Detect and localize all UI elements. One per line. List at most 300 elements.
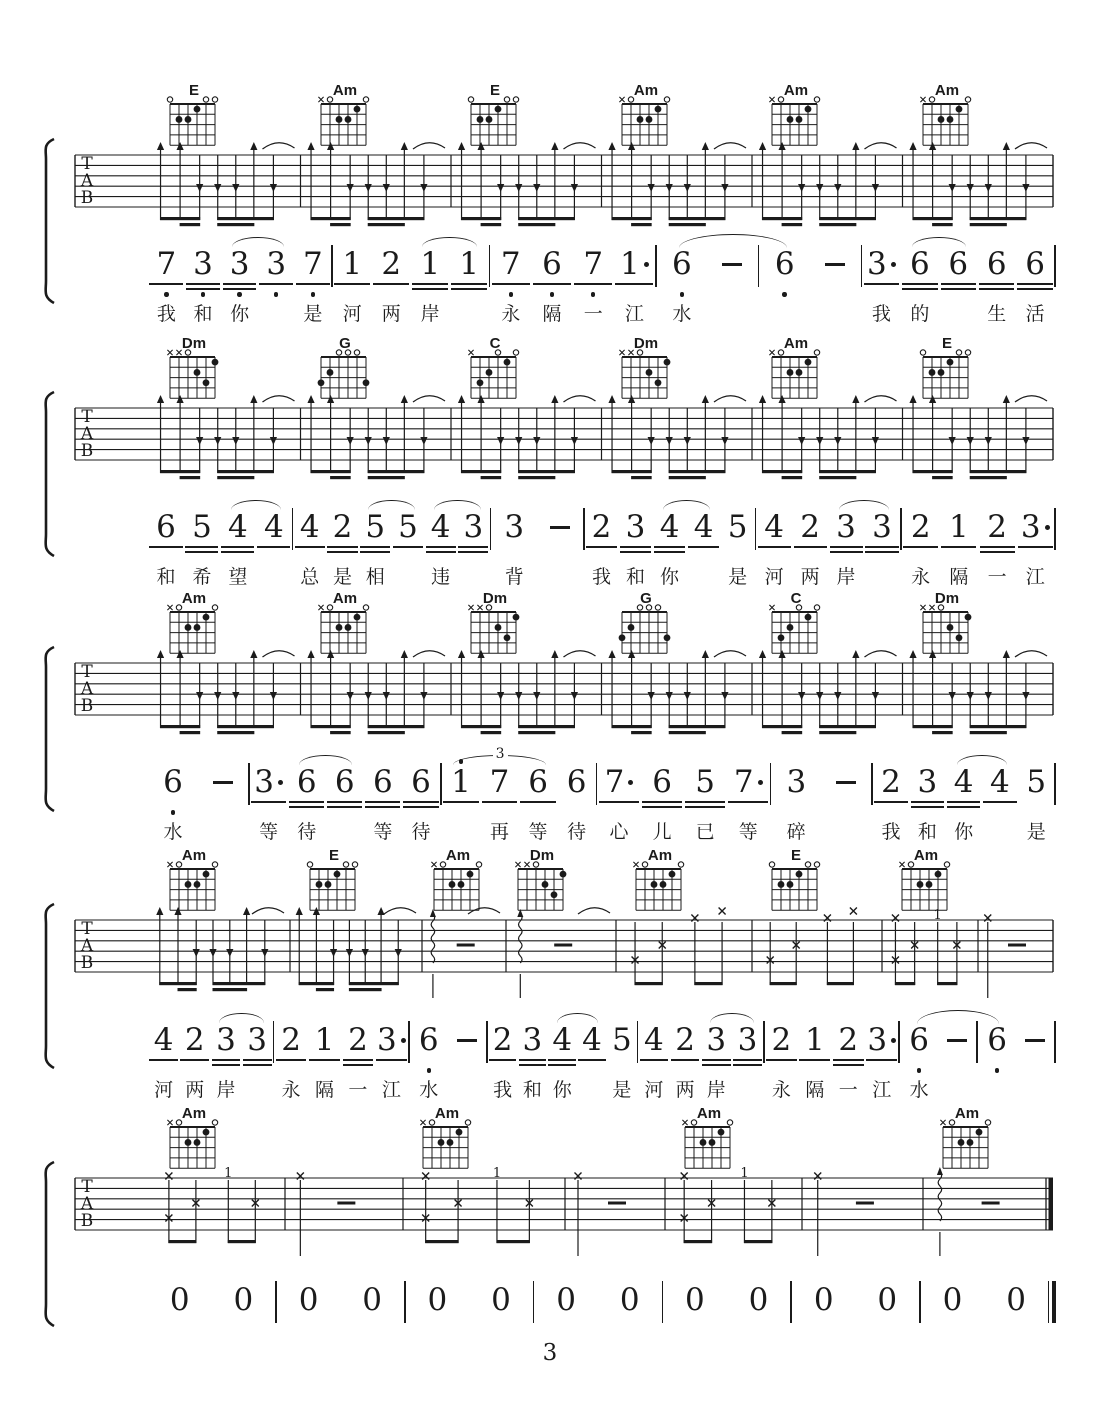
svg-text:A: A xyxy=(80,936,94,956)
note: 0 xyxy=(427,1282,448,1318)
note: 3 和 xyxy=(619,503,653,588)
lyric: 我 xyxy=(592,567,612,588)
measure xyxy=(148,240,331,325)
note: 3 你 xyxy=(221,240,258,325)
note xyxy=(810,240,861,325)
svg-text:Am: Am xyxy=(647,847,673,864)
svg-text:T: T xyxy=(81,662,93,682)
page-number: 3 xyxy=(542,1340,558,1366)
chord-diagram-C xyxy=(465,336,539,406)
chord-diagram-E xyxy=(766,848,840,918)
note: 3 岸 xyxy=(828,503,864,588)
note: 6 待 xyxy=(402,758,440,843)
note: 6 活 xyxy=(1016,240,1054,325)
note: 5 希 xyxy=(184,503,220,588)
chord-diagram-Am xyxy=(315,83,389,153)
notation-row xyxy=(148,1016,1056,1101)
note: 3 和 xyxy=(185,240,222,325)
note: 4 xyxy=(256,503,292,588)
svg-text:Am: Am xyxy=(954,1105,980,1122)
note: 7 永 xyxy=(490,240,531,325)
note: 2 一 xyxy=(341,1016,374,1101)
note: 2 永 xyxy=(765,1016,798,1101)
svg-text:Am: Am xyxy=(181,847,207,864)
measure xyxy=(488,1016,637,1101)
chord-diagram-E xyxy=(917,336,991,406)
note: 5 相 xyxy=(359,503,392,588)
lyric: 我 xyxy=(493,1080,513,1101)
measure xyxy=(274,1016,408,1101)
chord-diagram-G xyxy=(315,336,389,406)
svg-text:Dm: Dm xyxy=(181,335,207,352)
note: 1 江 xyxy=(614,240,655,325)
svg-text:A: A xyxy=(80,1194,94,1214)
note: 4 你 xyxy=(653,503,687,588)
measure xyxy=(597,758,769,843)
lyric: 岸 xyxy=(420,304,440,325)
svg-text:Dm: Dm xyxy=(529,847,555,864)
lyric: 违 xyxy=(431,567,451,588)
note: 2 两 xyxy=(670,1016,701,1101)
lyric: 两 xyxy=(185,1080,205,1101)
note: 2 两 xyxy=(792,503,828,588)
note: 0 xyxy=(298,1282,319,1318)
svg-text:1: 1 xyxy=(224,1166,233,1181)
note: 4 违 xyxy=(424,503,457,588)
note: 5 是 xyxy=(611,1022,632,1101)
lyric: 等 xyxy=(738,822,758,843)
chord-diagram-Dm xyxy=(164,336,238,406)
chord-diagram-Am xyxy=(417,1106,491,1176)
measure xyxy=(978,1016,1054,1101)
measure xyxy=(585,503,755,588)
lyric: 是 xyxy=(332,567,352,588)
note xyxy=(821,758,871,843)
note: 6 的 xyxy=(901,240,939,325)
note: 7 再 xyxy=(480,758,519,843)
svg-text:T: T xyxy=(81,407,93,427)
lyric: 两 xyxy=(381,304,401,325)
lyric: 隔 xyxy=(805,1080,825,1101)
lyric: 我 xyxy=(881,822,901,843)
note: 5 已 xyxy=(684,758,727,843)
lyric: 江 xyxy=(381,1080,401,1101)
lyric: 和 xyxy=(193,304,213,325)
note: 3 背 xyxy=(504,509,525,588)
chord-diagram-Dm xyxy=(512,848,586,918)
lyric: 永 xyxy=(911,567,931,588)
svg-text:Am: Am xyxy=(633,82,658,99)
svg-text:T: T xyxy=(81,919,93,939)
lyric: 河 xyxy=(644,1080,664,1101)
lyric: 儿 xyxy=(652,822,672,843)
svg-text:Dm: Dm xyxy=(934,590,959,607)
note: 0 xyxy=(877,1282,898,1318)
note: 6 xyxy=(326,758,364,843)
note: 0 xyxy=(942,1282,963,1318)
chord-diagram-E xyxy=(465,83,539,153)
note xyxy=(707,240,758,325)
svg-text:T: T xyxy=(81,1177,93,1197)
note: 0 xyxy=(619,1282,640,1318)
measure xyxy=(902,503,1055,588)
chord-diagram-Am xyxy=(937,1106,1011,1176)
chord-diagram-C xyxy=(766,591,840,661)
measure xyxy=(657,240,758,325)
lyric: 一 xyxy=(838,1080,858,1101)
note: 3 岸 xyxy=(701,1016,732,1101)
end-barline xyxy=(1054,245,1056,287)
note: 5 是 xyxy=(1026,764,1047,843)
lyric: 两 xyxy=(800,567,820,588)
note: 0 xyxy=(685,1282,705,1318)
note xyxy=(938,1016,976,1101)
note: 3 江 xyxy=(865,1016,898,1101)
note: 4 xyxy=(577,1016,607,1101)
measure xyxy=(900,1016,976,1101)
svg-text:Dm: Dm xyxy=(482,590,508,607)
notation-row xyxy=(148,503,1056,588)
note: 6 xyxy=(978,1016,1016,1101)
lyric: 是 xyxy=(1026,822,1046,843)
measure xyxy=(771,758,871,843)
note: 6 xyxy=(939,240,977,325)
lyric: 两 xyxy=(675,1080,695,1101)
lyric: 我 xyxy=(156,304,176,325)
chord-diagram-Am xyxy=(315,591,389,661)
chord-diagram-G xyxy=(616,591,690,661)
svg-text:A: A xyxy=(80,424,94,444)
lyric: 和 xyxy=(156,567,176,588)
chord-diagram-Am xyxy=(616,83,690,153)
lyric: 活 xyxy=(1025,304,1045,325)
note: 0 xyxy=(362,1282,383,1318)
svg-text:C: C xyxy=(489,335,501,352)
note: 6 和 xyxy=(148,503,184,588)
lyric: 待 xyxy=(567,822,587,843)
lyric: 希 xyxy=(192,567,212,588)
note: 0 xyxy=(169,1282,190,1318)
note: 4 望 xyxy=(220,503,256,588)
note: 0 xyxy=(491,1282,511,1318)
lyric: 再 xyxy=(489,822,509,843)
svg-text:A: A xyxy=(80,171,94,191)
note: 7 心 xyxy=(597,758,640,843)
note: 5 xyxy=(392,503,425,588)
lyric: 江 xyxy=(624,304,644,325)
note: 4 xyxy=(687,503,721,588)
svg-text:Am: Am xyxy=(934,82,959,99)
measure xyxy=(873,758,1055,843)
note: 1 隔 xyxy=(308,1016,341,1101)
measure xyxy=(333,240,489,325)
lyric: 岸 xyxy=(836,567,856,588)
note: 2 是 xyxy=(326,503,359,588)
svg-text:Am: Am xyxy=(332,82,357,99)
lyric: 岸 xyxy=(706,1080,726,1101)
note: 6 等 xyxy=(519,758,558,843)
svg-text:A: A xyxy=(80,679,94,699)
lyric: 总 xyxy=(300,567,320,588)
measure xyxy=(406,1276,533,1361)
note: 4 你 xyxy=(547,1016,577,1101)
note: 1 岸 xyxy=(411,240,450,325)
svg-text:E: E xyxy=(489,82,501,99)
svg-text:B: B xyxy=(80,188,94,208)
note xyxy=(448,1016,486,1101)
svg-text:Am: Am xyxy=(434,1105,460,1122)
measure xyxy=(862,240,1054,325)
note: 7 我 xyxy=(148,240,185,325)
chord-diagram-Am xyxy=(164,848,238,918)
lyric: 岸 xyxy=(216,1080,236,1101)
lyric: 你 xyxy=(552,1080,572,1101)
lyric: 心 xyxy=(609,822,629,843)
lyric: 江 xyxy=(1025,567,1045,588)
note: 4 xyxy=(982,758,1018,843)
note: 0 xyxy=(813,1282,834,1318)
note: 6 水 xyxy=(672,246,692,325)
lyric: 你 xyxy=(954,822,974,843)
note: 3 xyxy=(732,1016,763,1101)
note: 0 xyxy=(556,1282,576,1318)
lyric: 河 xyxy=(342,304,362,325)
lyric: 是 xyxy=(728,567,748,588)
lyric: 是 xyxy=(612,1080,632,1101)
note: 6 水 xyxy=(163,764,183,843)
chord-diagram-Am xyxy=(428,848,502,918)
svg-text:E: E xyxy=(790,847,802,864)
svg-text:1: 1 xyxy=(740,1166,749,1181)
lyric: 永 xyxy=(771,1080,791,1101)
lyric: 待 xyxy=(297,822,317,843)
lyric: 你 xyxy=(660,567,680,588)
lyric: 你 xyxy=(230,304,250,325)
note: 1 隔 xyxy=(940,503,978,588)
note: 2 两 xyxy=(372,240,411,325)
svg-text:E: E xyxy=(188,82,200,99)
lyric: 望 xyxy=(228,567,248,588)
svg-text:B: B xyxy=(80,1211,94,1231)
svg-text:1: 1 xyxy=(492,1166,502,1181)
measure xyxy=(277,1276,404,1361)
note: 2 我 xyxy=(488,1016,518,1101)
note: 1 xyxy=(450,240,489,325)
notation-row xyxy=(148,1276,1056,1361)
note: 4 河 xyxy=(756,503,792,588)
svg-text:Am: Am xyxy=(696,1105,722,1122)
note: 3 岸 xyxy=(210,1016,241,1101)
lyric: 等 xyxy=(373,822,393,843)
measure xyxy=(148,1016,273,1101)
lyric: 一 xyxy=(583,304,603,325)
lyric: 水 xyxy=(909,1080,929,1101)
note: 2 一 xyxy=(832,1016,865,1101)
svg-text:B: B xyxy=(80,441,94,461)
measure xyxy=(148,503,292,588)
lyric: 河 xyxy=(154,1080,174,1101)
note: 5 是 xyxy=(727,509,748,588)
lyric: 是 xyxy=(303,304,323,325)
note: 0 xyxy=(1006,1282,1026,1318)
note: 6 待 xyxy=(288,758,326,843)
note: 3 和 xyxy=(909,758,945,843)
tuplet-number: 3 xyxy=(493,746,508,762)
note: 2 两 xyxy=(179,1016,210,1101)
lyric: 待 xyxy=(411,822,431,843)
note: 4 你 xyxy=(945,758,981,843)
chord-diagram-Am xyxy=(896,848,970,918)
lyric: 背 xyxy=(504,567,524,588)
chord-diagram-Am xyxy=(917,83,991,153)
note: 6 xyxy=(759,240,810,325)
lyric: 隔 xyxy=(314,1080,334,1101)
measure xyxy=(410,1016,486,1101)
note: 7 一 xyxy=(573,240,614,325)
lyric: 水 xyxy=(419,1080,439,1101)
chord-diagram-Am xyxy=(164,591,238,661)
note: 2 永 xyxy=(274,1016,307,1101)
note: 0 xyxy=(748,1282,769,1318)
note: 6 生 xyxy=(978,240,1016,325)
measure xyxy=(442,746,596,843)
note: 7 等 xyxy=(727,758,770,843)
chord-diagram-Dm xyxy=(465,591,539,661)
svg-text:Am: Am xyxy=(332,590,357,607)
lyric: 我 xyxy=(871,304,891,325)
note: 6 等 xyxy=(364,758,402,843)
measure xyxy=(638,1016,763,1101)
note: 2 永 xyxy=(902,503,940,588)
chord-diagram-Dm xyxy=(917,591,991,661)
chord-diagram-E xyxy=(164,83,238,153)
note: 3 xyxy=(457,503,490,588)
lyric: 的 xyxy=(910,304,930,325)
note: 4 河 xyxy=(638,1016,669,1101)
note: 2 我 xyxy=(585,503,619,588)
svg-text:Am: Am xyxy=(783,82,809,99)
note xyxy=(198,758,248,843)
svg-text:G: G xyxy=(639,590,652,607)
notation-row xyxy=(148,240,1056,325)
chord-diagram-Am xyxy=(679,1106,753,1176)
note: 1 xyxy=(442,758,481,843)
note: 4 总 xyxy=(293,503,326,588)
lyric: 和 xyxy=(626,567,646,588)
lyric: 江 xyxy=(872,1080,892,1101)
lyric: 永 xyxy=(501,304,521,325)
lyric: 一 xyxy=(348,1080,368,1101)
svg-text:T: T xyxy=(81,154,93,174)
note xyxy=(1016,1016,1054,1101)
chord-diagram-E xyxy=(304,848,378,918)
chord-diagram-Dm xyxy=(616,336,690,406)
note: 3 xyxy=(242,1016,273,1101)
measure xyxy=(250,758,441,843)
note: 3 xyxy=(258,240,295,325)
note: 1 河 xyxy=(333,240,372,325)
note: 2 一 xyxy=(978,503,1016,588)
measure xyxy=(293,503,489,588)
note xyxy=(537,503,583,588)
lyric: 水 xyxy=(672,304,692,325)
chord-diagram-Am xyxy=(164,1106,238,1176)
svg-text:Dm: Dm xyxy=(633,335,658,352)
note: 6 隔 xyxy=(531,240,572,325)
svg-text:Am: Am xyxy=(181,590,207,607)
note: 1 隔 xyxy=(798,1016,831,1101)
measure xyxy=(663,1276,790,1361)
svg-text:E: E xyxy=(328,847,340,864)
measure xyxy=(148,758,248,843)
note: 3 江 xyxy=(375,1016,408,1101)
lyric: 永 xyxy=(281,1080,301,1101)
note: 6 待 xyxy=(566,764,587,843)
measure xyxy=(765,1016,899,1101)
lyric: 隔 xyxy=(949,567,969,588)
note: 7 是 xyxy=(295,240,332,325)
end-barline xyxy=(1048,1281,1050,1323)
end-barline xyxy=(1054,763,1056,805)
note: 4 河 xyxy=(148,1016,179,1101)
chord-diagram-Am xyxy=(766,336,840,406)
lyric: 水 xyxy=(163,822,183,843)
final-barline xyxy=(1052,1281,1056,1323)
svg-text:C: C xyxy=(790,590,802,607)
lyric: 和 xyxy=(522,1080,542,1101)
end-barline xyxy=(1054,508,1056,550)
lyric: 等 xyxy=(528,822,548,843)
measure xyxy=(148,1276,275,1361)
notation-row xyxy=(148,746,1056,843)
lyric: 和 xyxy=(917,822,937,843)
lyric: 等 xyxy=(259,822,279,843)
note: 6 水 xyxy=(418,1022,439,1101)
lyric: 一 xyxy=(987,567,1007,588)
svg-text:E: E xyxy=(941,335,952,352)
note: 3 我 xyxy=(862,240,900,325)
measure xyxy=(792,1276,919,1361)
note: 3 xyxy=(864,503,900,588)
lyric: 隔 xyxy=(542,304,562,325)
measure xyxy=(490,240,655,325)
svg-text:Am: Am xyxy=(181,1105,207,1122)
lyric: 相 xyxy=(365,567,385,588)
svg-text:1: 1 xyxy=(933,908,942,923)
note: 3 和 xyxy=(517,1016,547,1101)
note: 6 水 xyxy=(909,1022,929,1101)
measure xyxy=(921,1276,1048,1361)
end-barline xyxy=(1054,1021,1056,1063)
lyric: 已 xyxy=(695,822,715,843)
svg-text:Am: Am xyxy=(445,847,471,864)
svg-text:B: B xyxy=(80,953,94,973)
lyric: 河 xyxy=(764,567,784,588)
measure xyxy=(491,503,583,588)
svg-text:Am: Am xyxy=(913,847,939,864)
measure xyxy=(756,503,900,588)
note: 6 儿 xyxy=(641,758,684,843)
note: 0 xyxy=(233,1282,254,1318)
note: 2 我 xyxy=(873,758,909,843)
chord-diagram-Am xyxy=(766,83,840,153)
measure xyxy=(759,240,860,325)
chord-diagram-Am xyxy=(630,848,704,918)
note: 3 碎 xyxy=(786,764,807,843)
svg-text:G: G xyxy=(338,335,351,352)
note: 3 江 xyxy=(1016,503,1054,588)
note: 3 等 xyxy=(250,758,288,843)
